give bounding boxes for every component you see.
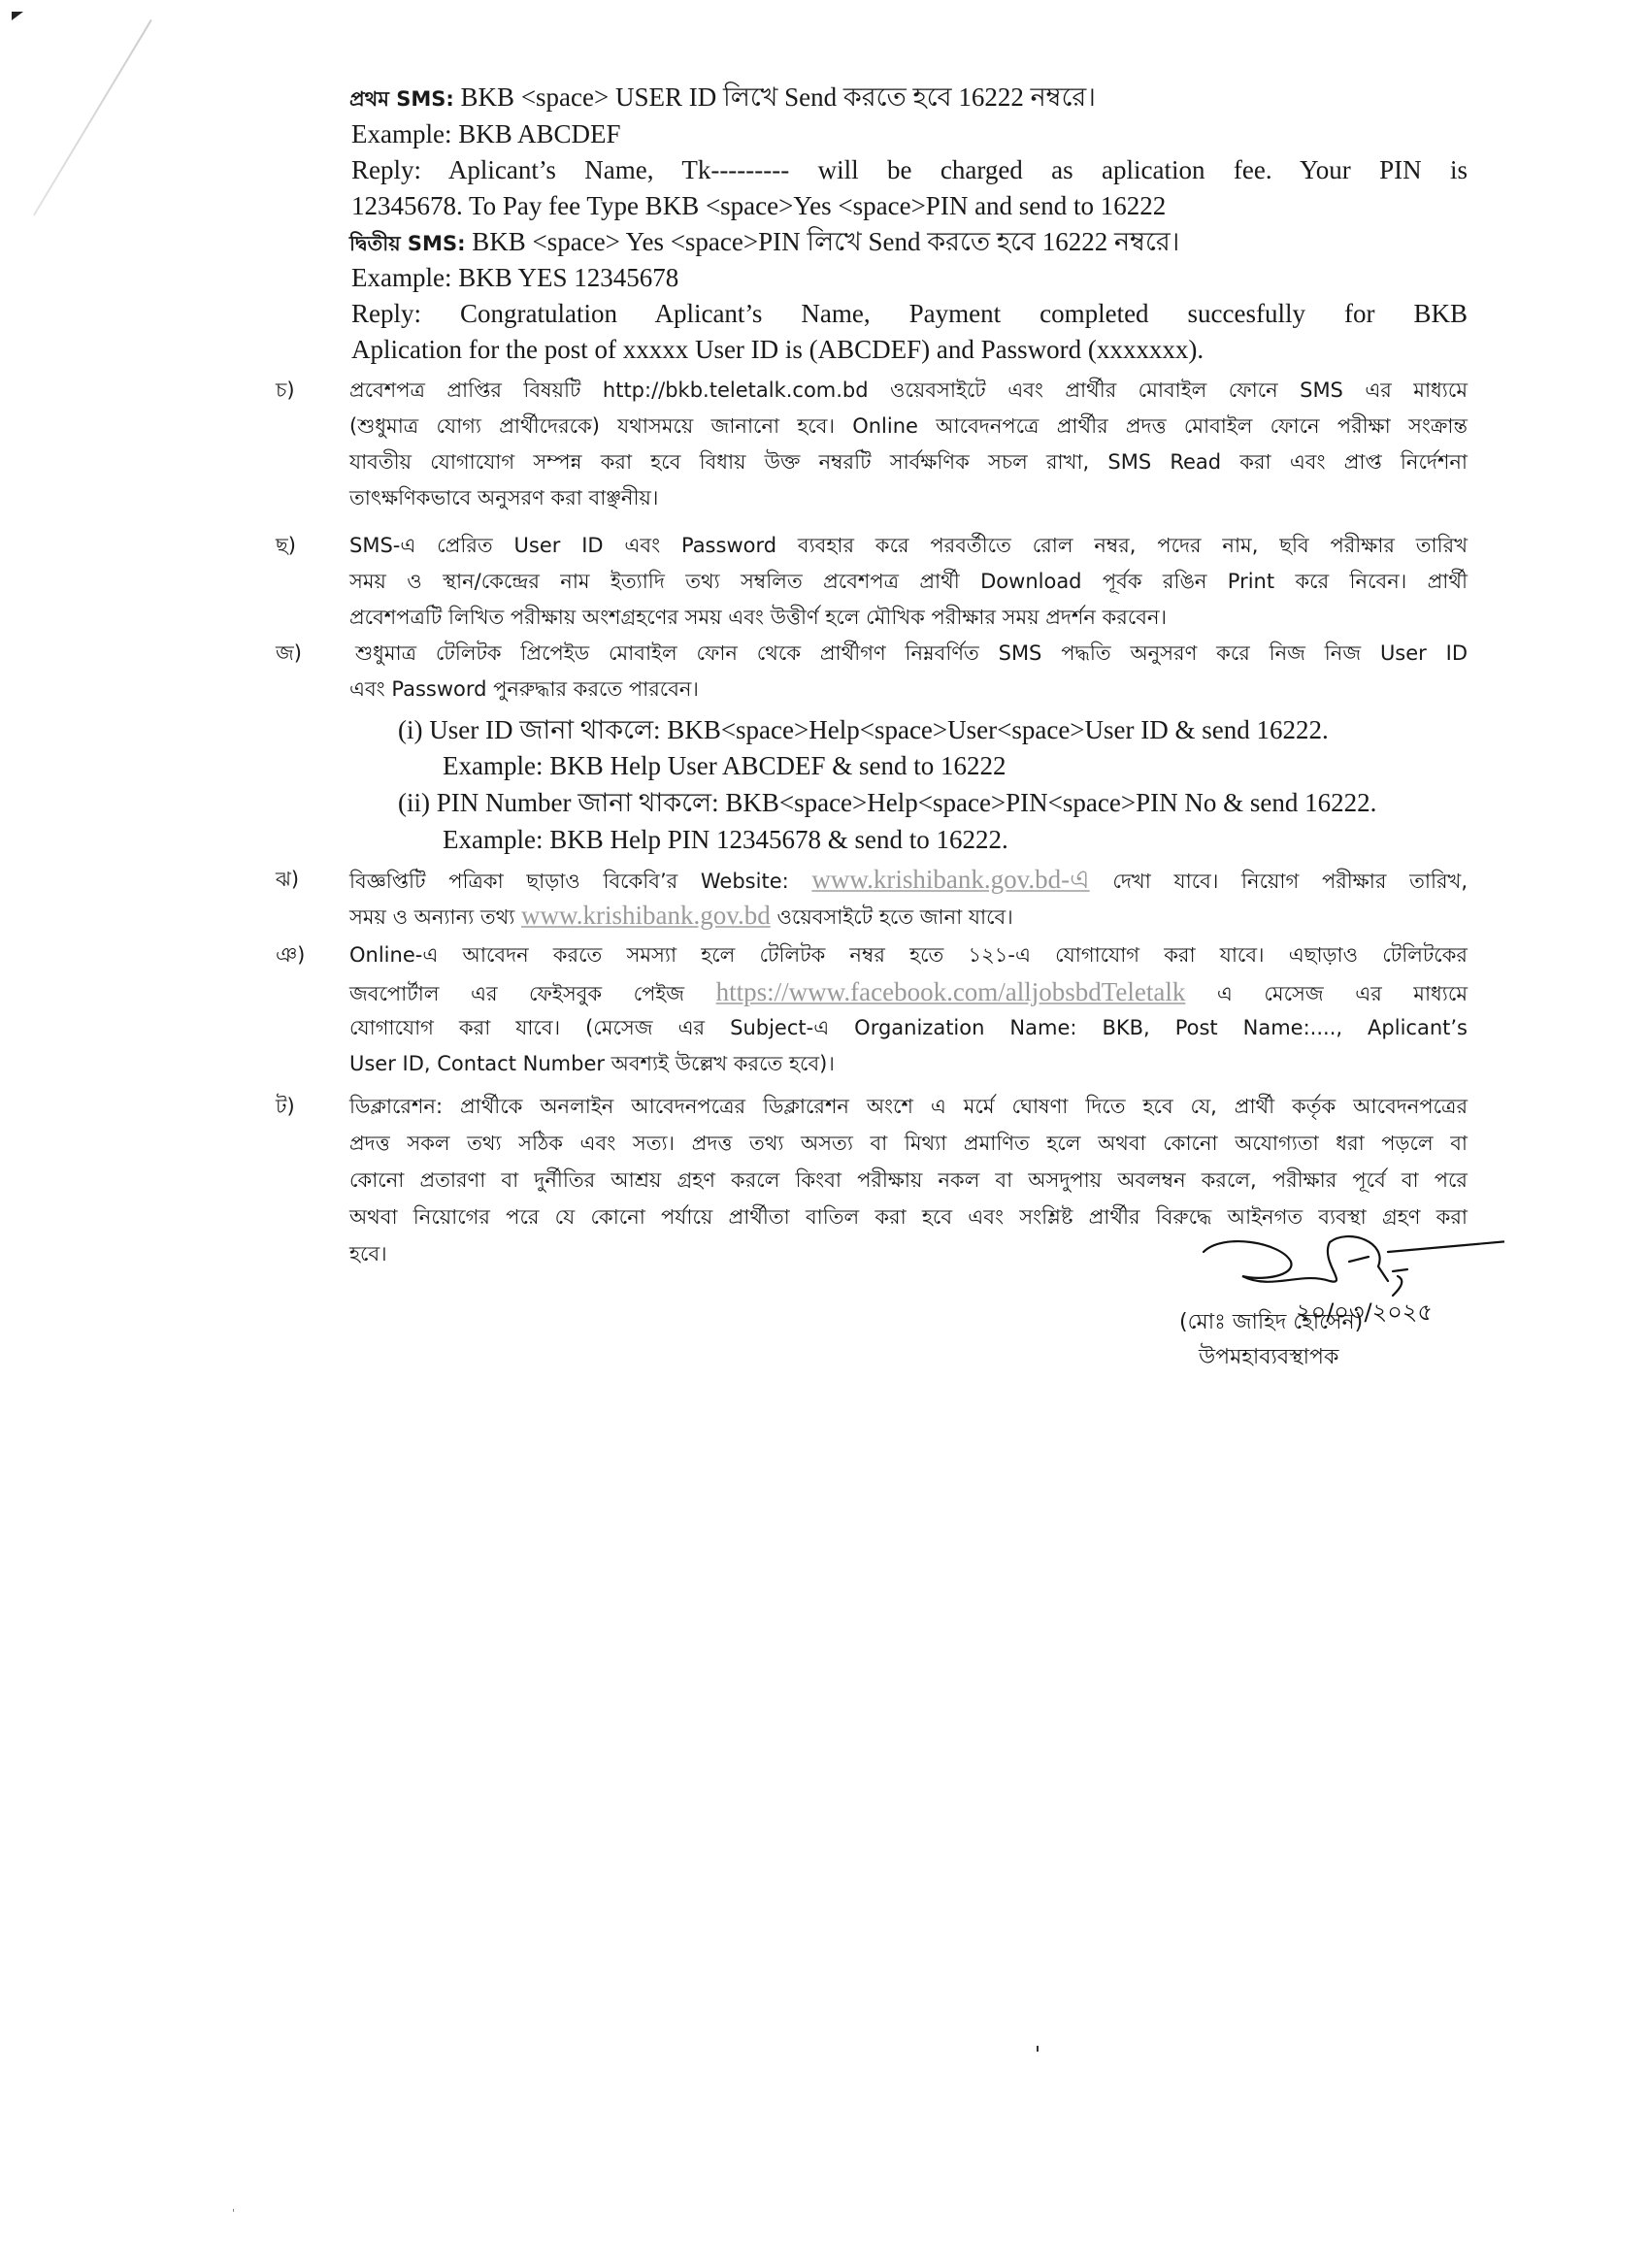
- first-sms-line: [349, 80, 1096, 116]
- subitem-i-text: User ID জানা থাকলে: BKB<space>Help<space>User<space>User ID & send 16222.: [429, 715, 1329, 744]
- subitem-ii-text: PIN Number জানা থাকলে: BKB<space>Help<space>PIN<space>PIN No & send 16222.: [436, 788, 1377, 817]
- facebook-link[interactable]: https://www.facebook.com/alljobsbdTeletalk: [715, 977, 1186, 1006]
- second-reply-line2: Aplication for the post of xxxxx User ID is (ABCDEF) and Password (xxxxxxx).: [351, 335, 1204, 364]
- item-jha-line1-post: দেখা যাবে। নিয়োগ পরীক্ষার তারিখ,: [1089, 870, 1468, 893]
- first-sms-label: প্রথম SMS:: [349, 87, 454, 111]
- item-jha-line2: [349, 898, 1013, 935]
- item-marker-tta: ট): [276, 1095, 295, 1118]
- item-jha-line2-pre: সময় ও অন্যান্য তথ্য: [349, 905, 522, 929]
- item-tta-line4: অথবা নিয়োগের পরে যে কোনো পর্যায়ে প্রার্থীতা বাতিল করা হবে এবং সংশ্লিষ্ট প্রার্থীর বিরুদ্ধে আইনগত ব্যবস্থা গ্রহণ করা: [349, 1205, 1468, 1229]
- item-marker-ja: জ): [276, 641, 302, 665]
- item-jha-line1-pre: বিজ্ঞপ্তিটি পত্রিকা ছাড়াও বিকেবি’র Website:: [349, 870, 812, 893]
- item-cha-line1: প্রবেশপত্র প্রাপ্তির বিষয়টি http://bkb.teletalk.com.bd ওয়েবসাইটে এবং প্রার্থীর মোবাইল ফোনে SMS এর মাধ্যমে: [349, 378, 1468, 402]
- first-sms-text: BKB <space> USER ID লিখে Send করতে হবে 16222 নম্বরে।: [453, 82, 1096, 112]
- item-jha-line2-post: ওয়েবসাইটে হতে জানা যাবে।: [770, 905, 1013, 929]
- subitem-i-label: (i): [398, 715, 423, 744]
- item-nya-line2-post: এ মেসেজ এর মাধ্যমে: [1185, 982, 1468, 1005]
- first-reply-line2: 12345678. To Pay fee Type BKB <space>Yes <space>PIN and send to 16222: [351, 191, 1167, 220]
- subitem-ii-label: (ii): [398, 788, 430, 817]
- item-nya-line2-pre: জবপোর্টাল এর ফেইসবুক পেইজ: [349, 982, 716, 1005]
- item-chha-line1: SMS-এ প্রেরিত User ID এবং Password ব্যবহার করে পরবর্তীতে রোল নম্বর, পদের নাম, ছবি পরীক্ষার তারিখ: [349, 534, 1468, 557]
- subitem-i: [398, 712, 1329, 747]
- scan-speck: [1037, 2046, 1039, 2052]
- item-tta-line1: ডিক্লারেশন: প্রার্থীকে অনলাইন আবেদনপত্রের ডিক্লারেশন অংশে এ মর্মে ঘোষণা দিতে হবে যে, প্রার্থী কর্তৃক আবেদনপত্রের: [349, 1095, 1468, 1118]
- item-tta-line2: প্রদত্ত সকল তথ্য সঠিক এবং সত্য। প্রদত্ত তথ্য অসত্য বা মিথ্যা প্রমাণিত হলে অথবা কোনো অযোগ্যতা ধরা পড়লে বা: [349, 1132, 1468, 1155]
- first-example: Example: BKB ABCDEF: [351, 119, 621, 148]
- item-cha-line4: তাৎক্ষণিকভাবে অনুসরণ করা বাঞ্ছনীয়।: [349, 486, 659, 509]
- item-cha-line2: (শুধুমাত্র যোগ্য প্রার্থীদেরকে) যথাসময়ে জানানো হবে। Online আবেদনপত্রে প্রার্থীর প্রদত্ত মোবাইল ফোনে পরীক্ষা সংক্রান্ত: [349, 414, 1468, 438]
- second-sms-label: দ্বিতীয় SMS:: [349, 232, 466, 255]
- krishibank-link-2[interactable]: www.krishibank.gov.bd: [521, 901, 771, 930]
- item-jha-line1: [349, 862, 1468, 899]
- item-marker-jha: ঝ): [276, 868, 300, 891]
- subitem-ii-example: Example: BKB Help PIN 12345678 & send to 16222.: [443, 825, 1008, 854]
- second-example: Example: BKB YES 12345678: [351, 263, 679, 292]
- krishibank-link[interactable]: www.krishibank.gov.bd-এ: [811, 865, 1090, 894]
- item-ja-line2: এবং Password পুনরুদ্ধার করতে পারবেন।: [349, 677, 699, 701]
- item-tta-line5: হবে।: [349, 1242, 387, 1265]
- item-ja-line1: শুধুমাত্র টেলিটক প্রিপেইড মোবাইল ফোন থেকে প্রার্থীগণ নিম্নবর্ণিত SMS পদ্ধতি অনুসরণ করে নিজ নিজ User ID: [355, 641, 1468, 665]
- scan-artifact-line: [33, 19, 152, 215]
- second-sms-text: BKB <space> Yes <space>PIN লিখে Send করতে হবে 16222 নম্বরে।: [465, 227, 1180, 256]
- scan-speck: [233, 2209, 234, 2212]
- svg-text:২০/০৩/২০২৫: ২০/০৩/২০২৫: [1296, 1298, 1433, 1326]
- item-cha-line3: যাবতীয় যোগাযোগ সম্পন্ন করা হবে বিধায় উক্ত নম্বরটি সার্বক্ষণিক সচল রাখা, SMS Read করা এবং প্রাপ্ত নির্দেশনা: [349, 450, 1468, 474]
- subitem-i-example: Example: BKB Help User ABCDEF & send to 16222: [443, 751, 1006, 780]
- item-nya-line4: User ID, Contact Number অবশ্যই উল্লেখ করতে হবে)।: [349, 1052, 835, 1075]
- first-reply-line1: Reply: Aplicant’s Name, Tk--------- will be charged as aplication fee. Your PIN is: [351, 155, 1468, 184]
- item-nya-line2: [349, 974, 1468, 1011]
- scan-corner-mark: [12, 12, 23, 20]
- second-reply-line1: Reply: Congratulation Aplicant’s Name, Payment completed succesfully for BKB: [351, 299, 1468, 328]
- subitem-ii: [398, 785, 1376, 820]
- item-marker-nya: ঞ): [276, 943, 306, 967]
- item-nya-line3: যোগাযোগ করা যাবে। (মেসেজ এর Subject-এ Organization Name: BKB, Post Name:...., Aplicant’s: [349, 1016, 1468, 1039]
- item-nya-line1: Online-এ আবেদন করতে সমস্যা হলে টেলিটক নম্বর হতে ১২১-এ যোগাযোগ করা যাবে। এছাড়াও টেলিটকের: [349, 943, 1468, 967]
- item-marker-chha: ছ): [276, 534, 296, 557]
- signatory-name: (মোঃ জাহিদ হোসেন): [1179, 1310, 1364, 1334]
- second-sms-line: [349, 224, 1179, 261]
- item-tta-line3: কোনো প্রতারণা বা দুর্নীতির আশ্রয় গ্রহণ করলে কিংবা পরীক্ষায় নকল বা অসদুপায় অবলম্বন করলে, পরীক্ষার পূর্বে বা পরে: [349, 1168, 1468, 1192]
- item-marker-cha: চ): [276, 378, 295, 402]
- item-chha-line3: প্রবেশপত্রটি লিখিত পরীক্ষায় অংশগ্রহণের সময় এবং উত্তীর্ণ হলে মৌখিক পরীক্ষার সময় প্রদর্শন করবেন।: [349, 606, 1168, 629]
- item-chha-line2: সময় ও স্থান/কেন্দ্রের নাম ইত্যাদি তথ্য সম্বলিত প্রবেশপত্র প্রার্থী Download পূর্বক রঙিন Print করে নিবেন। প্রার্থী: [349, 570, 1468, 593]
- signatory-title: উপমহাব্যবস্থাপক: [1199, 1345, 1339, 1369]
